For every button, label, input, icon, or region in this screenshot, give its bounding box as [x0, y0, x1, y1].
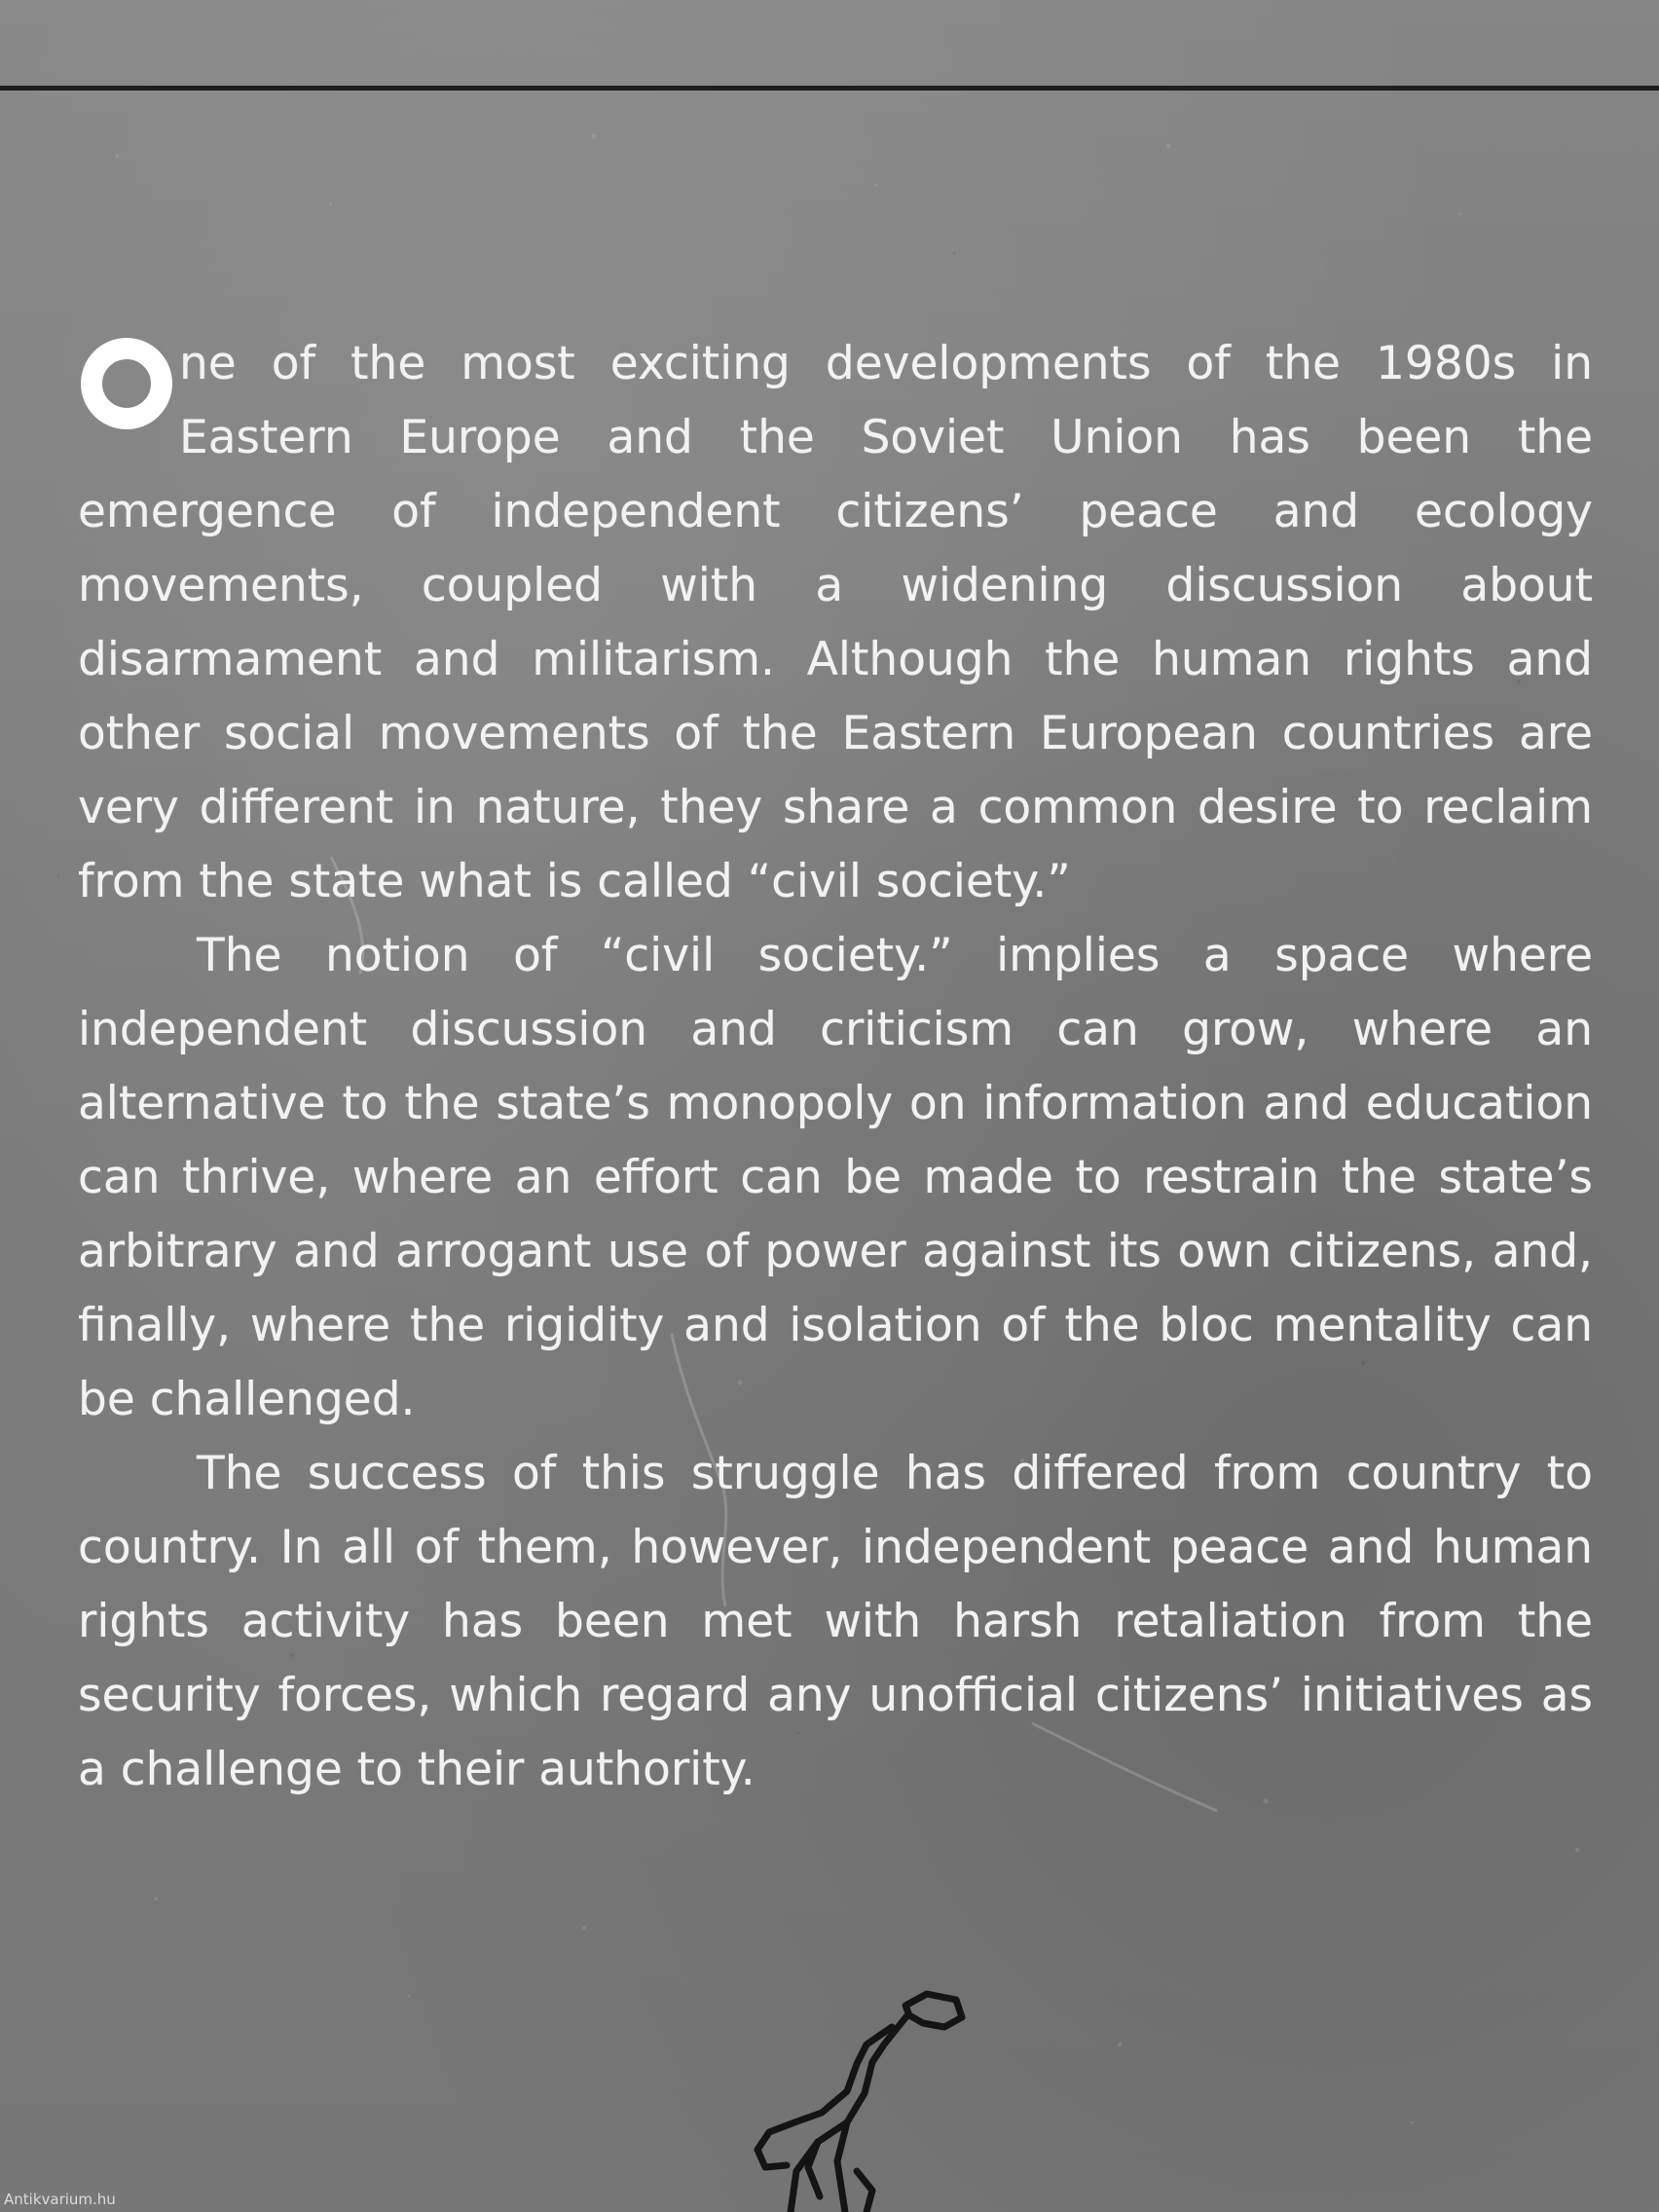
top-rule — [0, 86, 1659, 91]
paragraph-3: The success of this struggle has differed from country to country. In all of them, however, independent peace and human rights activity has been met with harsh retaliation from the security forces, which regard any unofficial citizens’ initiatives as a challenge to their authority. — [78, 1447, 1593, 1796]
figure-illustration — [701, 1976, 993, 2212]
paragraph-2: The notion of “civil society.” implies a space where independent discussion and criticism can grow, where an alternative to the state’s monopoly on information and education can thrive, where an effort can be made to restrain the state’s arbitrary and arrogant use of power against its own citizens, and, finally, where the rigidity and isolation of the bloc mentality can be challenged. — [78, 929, 1593, 1426]
dropcap-o-shape — [80, 337, 173, 430]
paragraph-1-text: ne of the most exciting developments of the 1980s in Eastern Europe and the Soviet Union has been the emergence of independent citizens’ peace and ecology movements, coupled with a widening discussion about disarmament and militarism. Although the human rights and other social movements of the Eastern European countries are very different in nature, they share a common desire to reclaim from the state what is called “civil society.” — [78, 337, 1593, 908]
dropcap — [80, 337, 173, 430]
intro-text — [78, 327, 1593, 1807]
paragraph-1 — [78, 327, 1593, 919]
watermark: Antikvarium.hu — [4, 2191, 116, 2208]
